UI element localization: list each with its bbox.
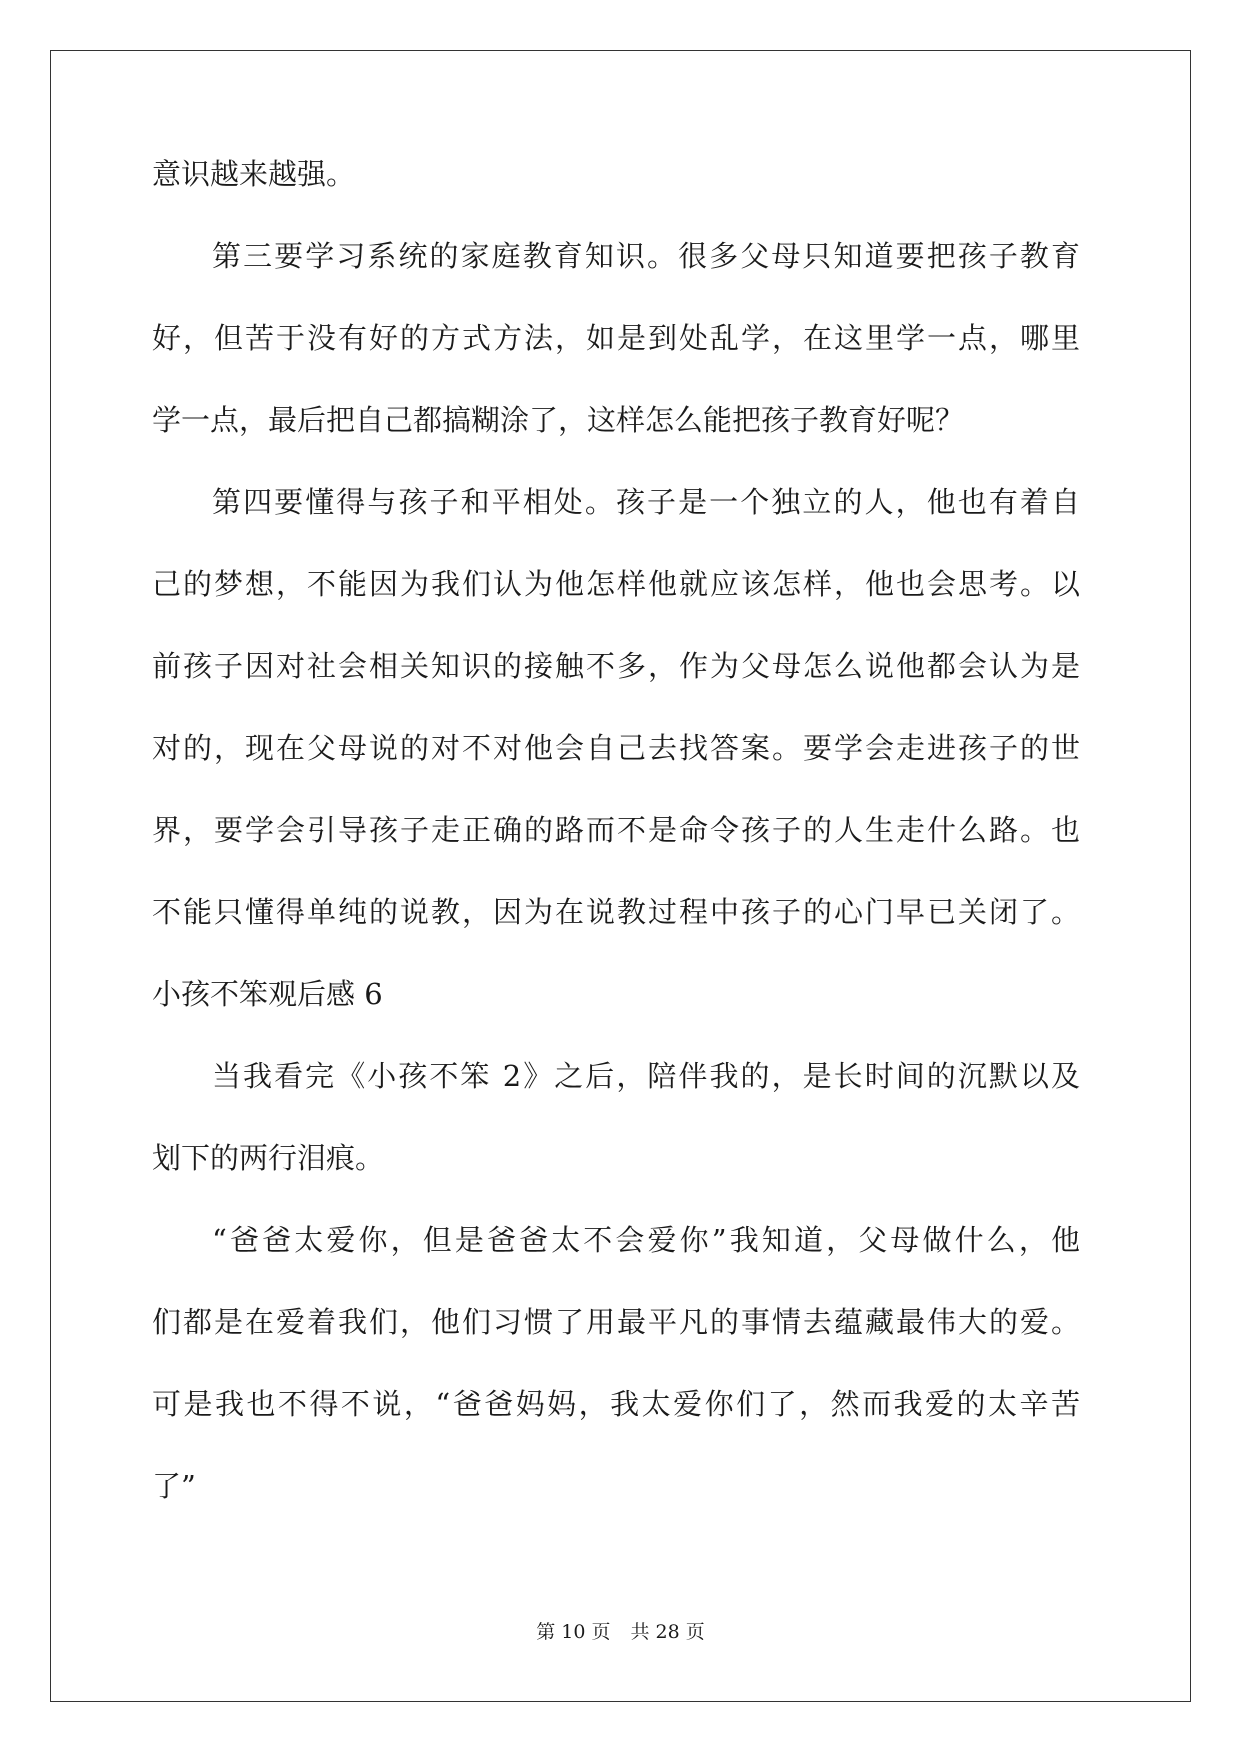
page-footer	[0, 1619, 1241, 1645]
paragraph-line: 对的，现在父母说的对不对他会自己去找答案。要学会走进孩子的世	[152, 731, 1080, 765]
paragraph-line: 不能只懂得单纯的说教，因为在说教过程中孩子的心门早已关闭了。	[152, 895, 1080, 929]
paragraph-line: 第三要学习系统的家庭教育知识。很多父母只知道要把孩子教育	[212, 239, 1080, 273]
paragraph-line: 了”	[152, 1469, 196, 1503]
paragraph-line: 们都是在爱着我们，他们习惯了用最平凡的事情去蕴藏最伟大的爱。	[152, 1305, 1080, 1339]
paragraph-line: 好，但苦于没有好的方式方法，如是到处乱学，在这里学一点，哪里	[152, 321, 1080, 355]
paragraph-line: 第四要懂得与孩子和平相处。孩子是一个独立的人，他也有着自	[212, 485, 1080, 519]
paragraph-line: 可是我也不得不说，“爸爸妈妈，我太爱你们了，然而我爱的太辛苦	[152, 1387, 1080, 1421]
page-total: 共 28 页	[630, 1621, 705, 1643]
section-heading: 小孩不笨观后感 6	[152, 977, 383, 1011]
paragraph-line: 前孩子因对社会相关知识的接触不多，作为父母怎么说他都会认为是	[152, 649, 1080, 683]
paragraph-line: 意识越来越强。	[152, 157, 356, 191]
document-body	[152, 154, 1080, 1548]
paragraph-line: 划下的两行泪痕。	[152, 1141, 385, 1175]
paragraph-line: 己的梦想，不能因为我们认为他怎样他就应该怎样，他也会思考。以	[152, 567, 1080, 601]
page-number: 第 10 页	[536, 1621, 611, 1643]
paragraph-line: 学一点，最后把自己都搞糊涂了，这样怎么能把孩子教育好呢？	[152, 403, 965, 437]
paragraph-line: 界，要学会引导孩子走正确的路而不是命令孩子的人生走什么路。也	[152, 813, 1080, 847]
paragraph-line: “爸爸太爱你，但是爸爸太不会爱你”我知道，父母做什么，他	[212, 1223, 1080, 1257]
paragraph-line: 当我看完《小孩不笨 2》之后，陪伴我的，是长时间的沉默以及	[212, 1059, 1080, 1093]
